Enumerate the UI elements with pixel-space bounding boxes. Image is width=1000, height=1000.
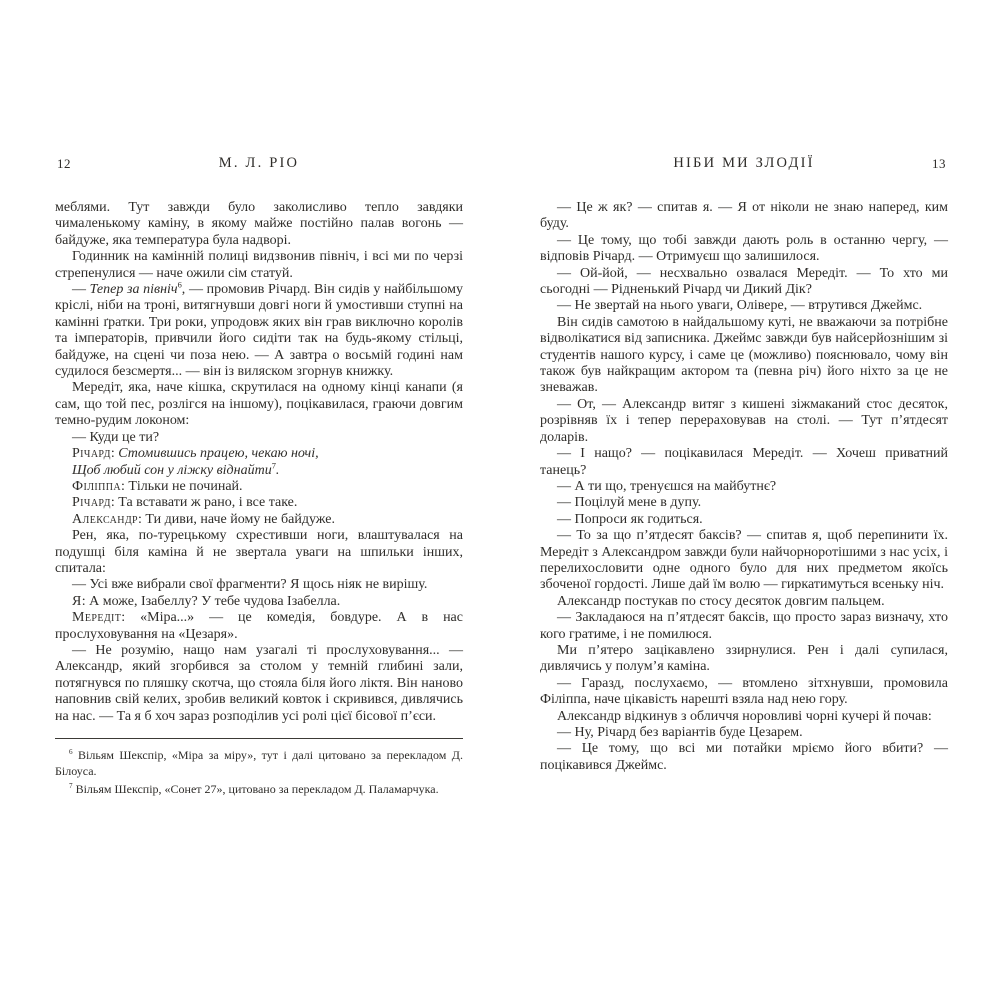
text-run: Річард (72, 495, 111, 511)
text-run: : Тільки не починай. (120, 478, 243, 494)
text-run: — Це тому, що тобі завжди дають роль в останню чергу, — відповів Річард. — Отримуєш що залишилося. (540, 232, 948, 265)
paragraph (55, 249, 463, 282)
text-run: — Поцілуй мене в дупу. (557, 495, 702, 511)
paragraph (55, 282, 463, 380)
text-run: — (72, 282, 90, 298)
text-run: : Та вставати ж рано, і все таке. (110, 495, 298, 511)
text-run: Стомившись працею, чекаю ночі, (118, 446, 319, 462)
page-left-body (55, 200, 463, 725)
paragraph (540, 233, 948, 266)
text-run: — Це тому, що всі ми потайки мріємо його вбити? — поцікавився Джеймс. (540, 741, 948, 773)
text-run: — То за що п’ятдесят баксів? — спитав я, щоб перепинити їх. Мередіт з Александром завжди були найчорноротішими з нас усіх, і перелихословити одне одного було для них предметом якоїсь збоченої гордості. Лише дай їм волю — гиркатимуться всеньку ніч. (540, 528, 948, 593)
paragraph (540, 741, 948, 774)
page-header-left (55, 155, 463, 173)
text-run: Тепер за північ (89, 282, 178, 298)
text-run: — Ой-йой, — несхвально озвалася Мередіт. — То хто ми сьогодні — Рідненький Річард чи Дикий Дік? (540, 265, 948, 298)
footnote-marker: 6 (69, 748, 73, 756)
text-run: : А може, Ізабеллу? У тебе чудова Ізабелла. (81, 593, 341, 609)
paragraph (55, 528, 463, 577)
text-run: Річард (72, 446, 111, 462)
text-run: — Куди це ти? (72, 429, 160, 445)
text-run: Філіппа (72, 478, 121, 494)
paragraph (55, 380, 463, 429)
paragraph (540, 676, 948, 709)
text-run: — Закладаюся на п’ятдесят баксів, що просто зараз визначу, хто кого гратиме, і не помилюся. (540, 610, 948, 642)
paragraph (55, 643, 463, 725)
text-run: : (110, 446, 119, 462)
text-run: Годинник на камінній полиці видзвонив північ, і всі ми по черзі стрепенулися — наче ожили сім статуй. (55, 249, 463, 281)
text-run: : Ти диви, наче йому не байдуже. (138, 511, 335, 527)
paragraph (55, 512, 463, 528)
footnote: $^6$ Вільям Шекспір, «Міра за міру», тут і далі цитовано за перекладом Д. Білоуса. (55, 748, 463, 779)
text-run: : «Міра...» — це комедія, бовдуре. А в нас прослуховування на «Цезаря». (55, 610, 463, 642)
paragraph (540, 298, 948, 314)
text-run: Він сидів самотою в найдальшому куті, не вважаючи за потрібне відволікатися від записника. Джеймс завжди був найсерйознішим зі студентів нашого курсу, і саме це (можливо) пояснювало, чому він також був найкращим актором та (певна річ) його ніхто за це не зневажав. (540, 314, 948, 396)
running-title-author: М. Л. РІО (218, 155, 300, 171)
page-right (540, 155, 948, 774)
paragraph (55, 479, 463, 495)
text-run: Я (72, 593, 82, 609)
footnote: $^7$ Вільям Шекспір, «Сонет 27», цитовано за перекладом Д. Паламарчука. (69, 782, 439, 797)
paragraph (540, 709, 948, 725)
text-run: меблями. Тут завжди було заколисливо тепло завдяки чималенькому каміну, в якому майже постійно палав вогонь — байдуже, яка температура була надворі. (55, 200, 463, 248)
footnotes-section (55, 738, 463, 798)
paragraph (540, 725, 948, 741)
paragraph (540, 594, 948, 610)
text-run: — Не звертай на нього уваги, Олівере, — втрутився Джеймс. (557, 298, 923, 314)
paragraph (55, 446, 463, 462)
text-run: — А ти що, тренуєшся на майбутнє? (557, 478, 777, 494)
page-header-right (540, 155, 948, 173)
text-run: — І нащо? — поцікавилася Мередіт. — Хочеш приватний танець? (540, 446, 948, 478)
paragraph (55, 460, 463, 479)
text-run: 6 (177, 280, 182, 290)
text-run: — Це ж як? — спитав я. — Я от ніколи не знаю наперед, ким буду. (540, 200, 948, 232)
text-run: Александр постукав по стосу десяток довгим пальцем. (557, 593, 885, 609)
paragraph (55, 610, 463, 643)
text-run: Ми п’ятеро зацікавлено ззирнулися. Рен і далі супилася, дивлячись у полум’я каміна. (540, 642, 948, 675)
footnote-rule (55, 738, 463, 739)
text-run: Рен, яка, по-турецькому схрестивши ноги, влаштувалася на подушці біля каміна й не звертала уваги на шпильки інших, спитала: (55, 528, 463, 576)
text-run: — Не розумію, нащо нам узагалі ті прослуховування... — Александр, який згорбився за столом у темній глибині зали, потягнувся по пляшку скотча, що стояла біля його ліктя. Він наново наповнив свій келих, зробив великий ковток і скривився, дивлячись на нас. — Та я б хоч зараз розподілив усі ролі цієї бісової п’єси. (55, 642, 463, 724)
text-run: — Ну, Річард без варіантів буде Цезарем. (557, 725, 803, 740)
page-right-body (540, 200, 948, 774)
text-run: . (275, 462, 280, 478)
text-run: Мередіт, яка, наче кішка, скрутилася на одному кінці канапи (я сам, що той пес, розлігся на іншому), поцікавилася, граючи довгим темно-рудим локоном: (55, 380, 463, 429)
text-run: — Усі вже вибрали свої фрагменти? Я щось ніяк не вирішу. (72, 577, 428, 593)
running-title-book: НІБИ МИ ЗЛОДІЇ (673, 155, 815, 171)
page-number-right: 13 (932, 156, 946, 171)
paragraph (540, 479, 948, 495)
footnote-marker: 7 (69, 782, 73, 791)
text-run: Александр (72, 511, 139, 527)
text-run: — Попроси як годиться. (557, 511, 703, 527)
paragraph (55, 430, 463, 446)
paragraph (55, 495, 463, 511)
text-run: Щоб любий сон у ліжку віднайти (72, 462, 272, 478)
paragraph (55, 577, 463, 593)
paragraph (540, 315, 948, 397)
paragraph (540, 397, 948, 446)
text-run: — Гаразд, послухаємо, — втомлено зітхнувши, промовила Філіппа, наче цікавість нарешті взяла над нею гору. (540, 675, 948, 708)
paragraph (540, 610, 948, 643)
page-left (55, 155, 463, 800)
paragraph (540, 495, 948, 511)
text-run: Мередіт (72, 610, 122, 626)
paragraph (55, 594, 463, 610)
paragraph (540, 643, 948, 676)
paragraph (540, 528, 948, 594)
paragraph (540, 512, 948, 528)
paragraph (540, 446, 948, 479)
footnote-list (55, 747, 463, 798)
page-number-left: 12 (57, 156, 71, 171)
text-run: Александр відкинув з обличчя норовливі чорні кучері й почав: (557, 708, 932, 724)
text-run: 7 (271, 460, 276, 470)
paragraph (540, 266, 948, 299)
text-run: — От, — Александр витяг з кишені зіжмаканий стос десяток, розрівняв їх і тепер перераховував на столі. — Тут п’ятдесят доларів. (540, 396, 948, 445)
text-run: , — промовив Річард. Він сидів у найбільшому кріслі, ніби на троні, витягнувши довгі ноги й умостивши ступні на камінні ґратки. Три роки, упродовж яких він грав виключно королів та імператорів, привчили його сидіти так на будь-якому стільці, байдуже, на сцені чи поза нею. — А завтра о восьмій годині нам судилося безсмертя... — він із виляском згорнув книжку. (55, 282, 464, 380)
paragraph (540, 200, 948, 233)
paragraph (55, 200, 463, 249)
